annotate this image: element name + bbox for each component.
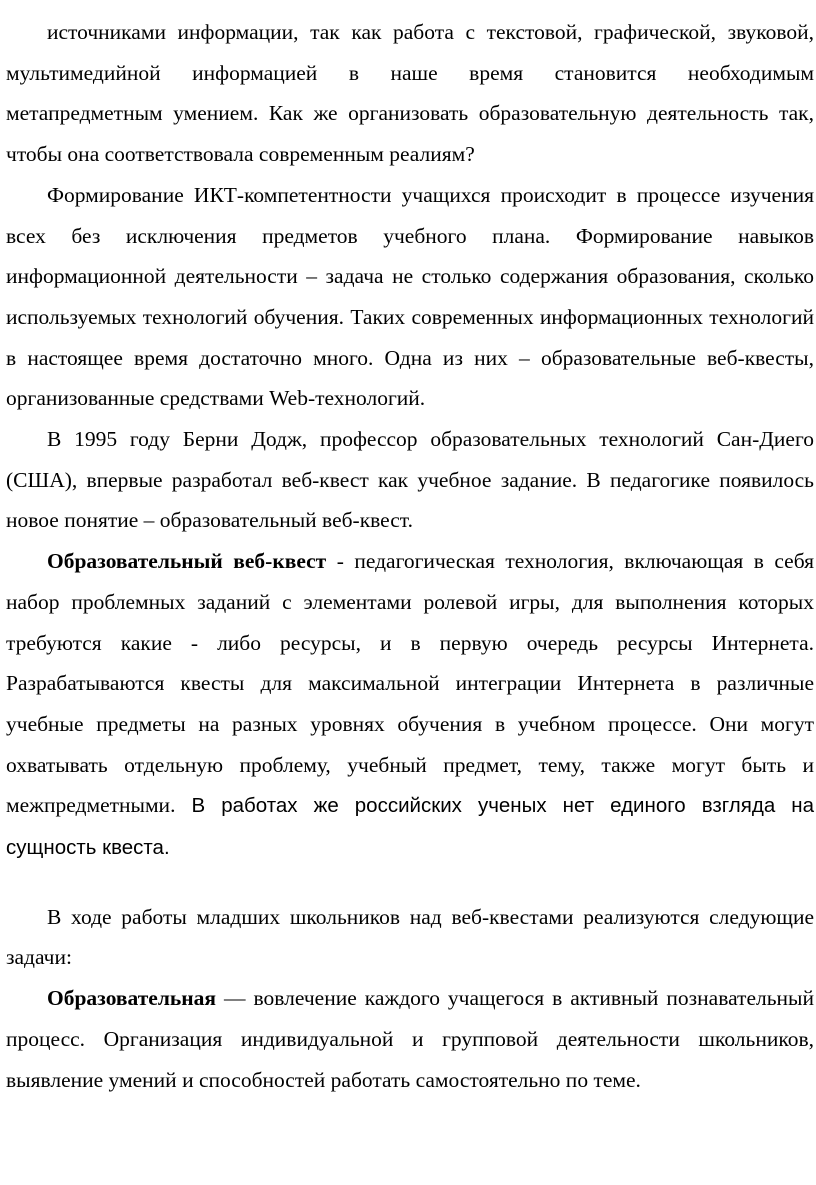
paragraph-ict-intro: источниками информации, так как работа с текстовой, графической, звуковой, мультимедийной информацией в наше время становится необходимым метапредметным умением. Как же организовать образовательную деятельность так, чтобы она соответствовала современным реалиям? xyxy=(6,20,814,167)
educational-task-text: — вовлечение каждого учащегося в активный познавательный процесс. Организация индивидуальной и групповой деятельности школьников, выявление умений и способностей работать самостоятельно по теме. xyxy=(6,986,814,1092)
paragraph-webquest-definition xyxy=(6,541,814,869)
term-educational-webquest: Образовательный веб-квест xyxy=(47,549,327,574)
document-page xyxy=(6,12,814,1100)
paragraph-spacer xyxy=(6,869,814,897)
paragraph-educational-task xyxy=(6,978,814,1100)
definition-text: - педагогическая технология, включающая в себя набор проблемных заданий с элементами ролевой игры, для выполнения которых требуются какие - либо ресурсы, и в первую очередь ресурсы Интернета. Разрабатываются квесты для максимальной интеграции Интернета в различные учебные предметы на разных уровнях обучения в учебном процессе. Они могут охватывать отдельную проблему, учебный предмет, тему, также могут быть и межпредметными. xyxy=(6,549,814,818)
paragraph-bernie-dodge: В 1995 году Берни Додж, профессор образовательных технологий Сан-Диего (США), впервые разработал веб-квест как учебное задание. В педагогике появилось новое понятие – образовательный веб-квест. xyxy=(6,427,814,533)
paragraph-tasks-intro: В ходе работы младших школьников над веб-квестами реализуются следующие задачи: xyxy=(6,904,814,970)
russian-scholars-note: В работах же российских ученых нет единого взгляда на сущность квеста. xyxy=(6,794,814,860)
paragraph-ict-competence: Формирование ИКТ-компетентности учащихся происходит в процессе изучения всех без исключения предметов учебного плана. Формирование навыков информационной деятельности – задача не столько содержания образования, сколько используемых технологий обучения. Таких современных информационных технологий в настоящее время достаточно много. Одна из них – образовательные веб-квесты, организованные средствами Web-технологий. xyxy=(6,182,814,411)
term-educational: Образовательная xyxy=(47,986,217,1011)
